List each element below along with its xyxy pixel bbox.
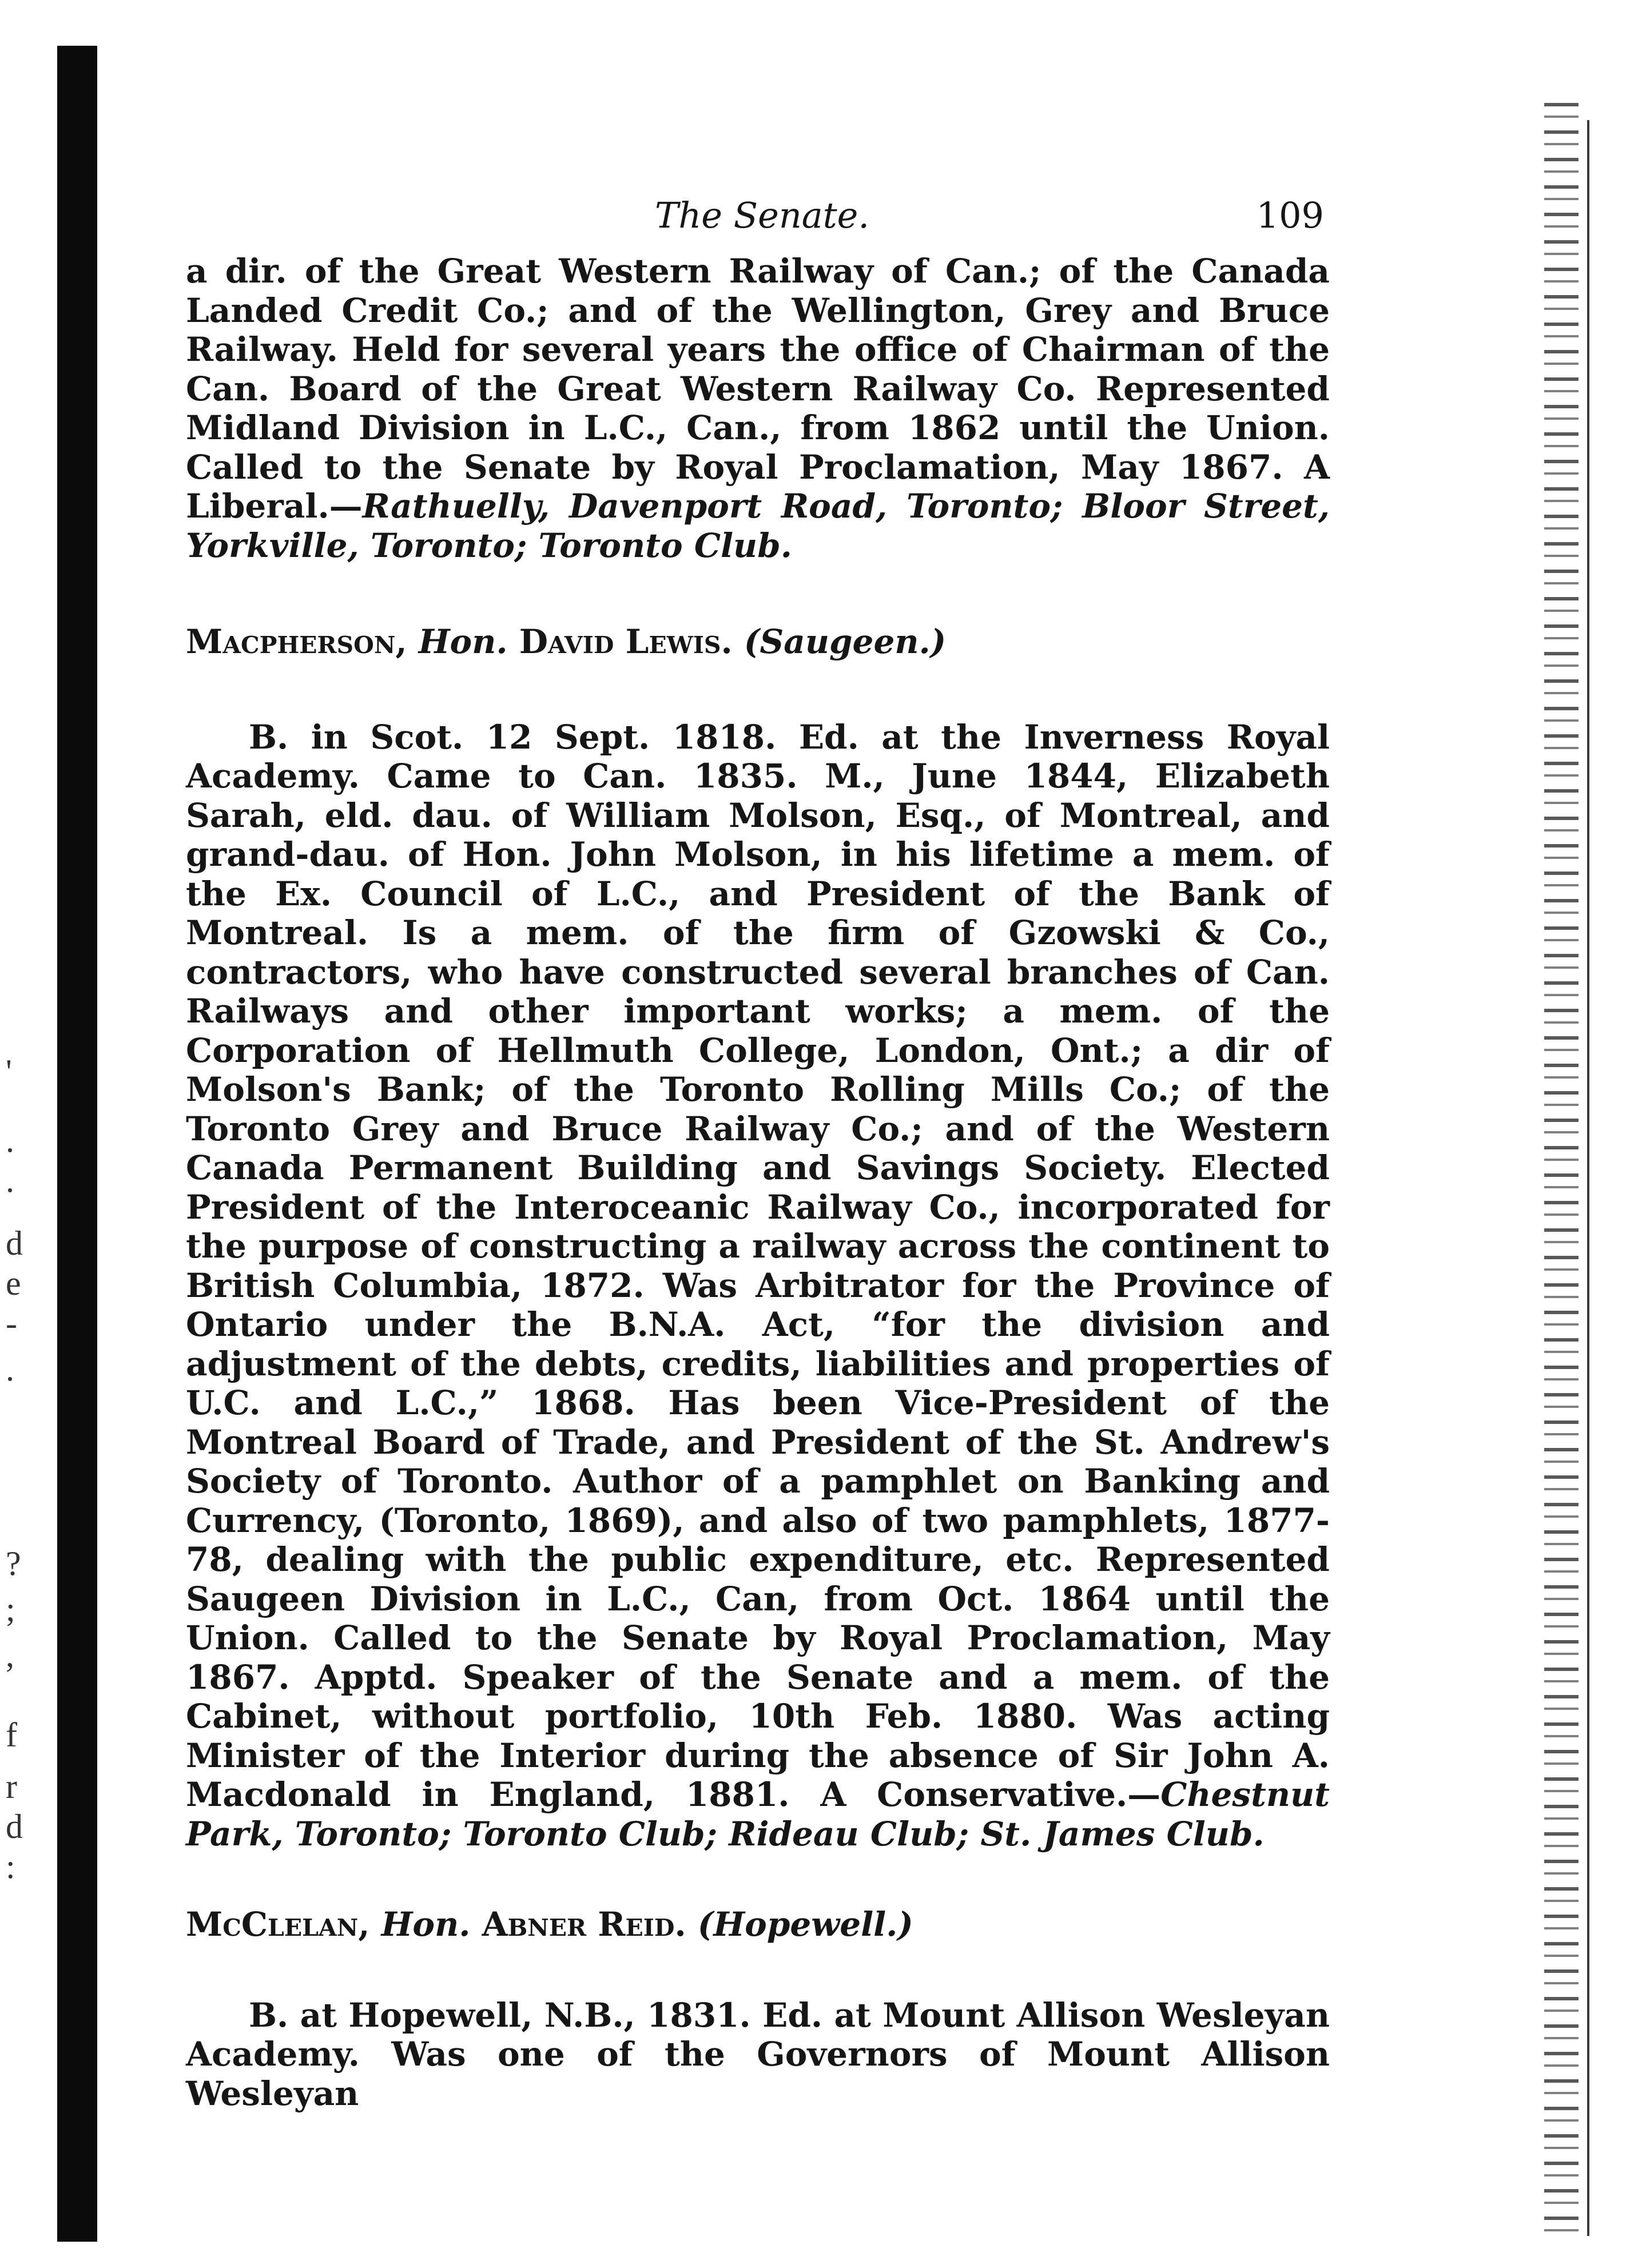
continued-entry-body: a dir. of the Great Western Railway of Can.; of the Canada Landed Credit Co.; and of the Wellington, Grey and Bruce Railway. Held for several years the office of Chairman of the Can. Board of the Great Western Railway Co. Represented Midland Division in L.C., Can., from 1862 until the Union. Called to the Senate by Royal Proclamation, May 1867. A Liberal.— [186, 252, 1330, 526]
entry-given-names: Abner Reid. [482, 1905, 686, 1944]
entry-given-names: David Lewis. [519, 622, 733, 661]
page-number: 109 [1256, 194, 1324, 236]
binding-shadow [57, 46, 97, 2242]
margin-mark: f [6, 1716, 17, 1754]
running-header [186, 194, 1330, 252]
entry-honorific: Hon. [418, 622, 508, 661]
entry-addresses: Chestnut Park, Toronto; Toronto Club; Rideau Club; St. James Club. [186, 1775, 1330, 1853]
entry-division: (Hopewell.) [697, 1905, 913, 1944]
entry-heading-mcclelan [186, 1905, 1330, 1944]
margin-mark: - [6, 1304, 17, 1342]
margin-mark: r [6, 1768, 17, 1805]
continued-entry-addresses: Rathuelly, Davenport Road, Toronto; Bloor Street, Yorkville, Toronto; Toronto Club. [186, 487, 1330, 565]
right-margin-rule [1587, 120, 1589, 2236]
entry-text-macpherson [186, 718, 1330, 1854]
entry-body: B. at Hopewell, N.B., 1831. Ed. at Mount Allison Wesleyan Academy. Was one of the Governors of Mount Allison Wesleyan [186, 1995, 1330, 2113]
margin-mark: , [6, 1636, 14, 1674]
page-content [186, 194, 1330, 2113]
margin-mark: e [6, 1264, 21, 1302]
entry-division: (Saugeen.) [744, 622, 947, 661]
entry-honorific: Hon. [381, 1905, 471, 1944]
margin-mark: . [6, 1121, 14, 1159]
running-title: The Senate. [655, 194, 870, 236]
right-margin-scan-noise [1544, 103, 1579, 2242]
entry-text-mcclelan [186, 1996, 1330, 2114]
margin-mark: ? [6, 1545, 21, 1582]
left-margin-marks [0, 972, 51, 1944]
margin-mark: . [6, 1350, 14, 1388]
entry-surname: McClelan, [186, 1905, 370, 1944]
entry-body: B. in Scot. 12 Sept. 1818. Ed. at the Inverness Royal Academy. Came to Can. 1835. M., June 1844, Elizabeth Sarah, eld. dau. of William Molson, Esq., of Montreal, and grand-dau. of Hon. John Molson, in his lifetime a mem. of the Ex. Council of L.C., and President of the Bank of Montreal. Is a mem. of the firm of Gzowski & Co., contractors, who have constructed several branches of Can. Railways and other important works; a mem. of the Corporation of Hellmuth College, London, Ont.; a dir of Molson's Bank; of the Toronto Rolling Mills Co.; of the Toronto Grey and Bruce Railway Co.; and of the Western Canada Permanent Building and Savings Society. Elected President of the Interoceanic Railway Co., incorporated for the purpose of constructing a railway across the continent to British Columbia, 1872. Was Arbitrator for the Province of Ontario under the B.N.A. Act, “for the division and adjustment of the debts, credits, liabilities and properties of U.C. and L.C.,” 1868. Has been Vice-President of the Montreal Board of Trade, and President of the St. Andrew's Society of Toronto. Author of a pamphlet on Banking and Currency, (Toronto, 1869), and also of two pamphlets, 1877-78, dealing with the public expenditure, etc. Represented Saugeen Division in L.C., Can, from Oct. 1864 until the Union. Called to the Senate by Royal Proclamation, May 1867. Apptd. Speaker of the Senate and a mem. of the Cabinet, without portfolio, 10th Feb. 1880. Was acting Minister of the Interior during the absence of Sir John A. Macdonald in England, 1881. A Conservative.— [186, 717, 1330, 1814]
margin-mark: ' [6, 1053, 12, 1091]
entry-surname: Macpherson, [186, 622, 407, 661]
margin-mark: . [6, 1161, 14, 1199]
margin-mark: : [6, 1848, 15, 1885]
entry-heading-macpherson [186, 622, 1330, 662]
margin-mark: ; [6, 1590, 15, 1628]
margin-mark: d [6, 1808, 23, 1845]
margin-mark: d [6, 1224, 23, 1262]
continued-entry-text [186, 252, 1330, 565]
